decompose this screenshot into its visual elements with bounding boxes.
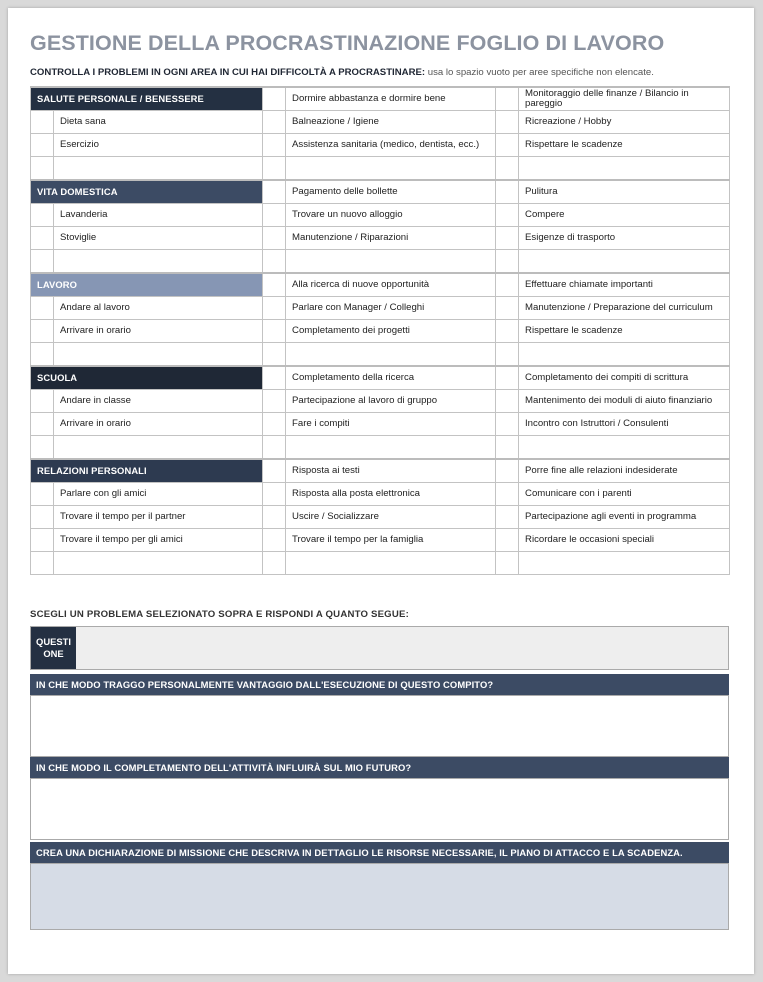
item-label: Andare al lavoro <box>54 297 263 320</box>
item-label: Partecipazione al lavoro di gruppo <box>286 390 496 413</box>
item-label: Esercizio <box>54 134 263 157</box>
checkbox-cell[interactable] <box>496 157 519 181</box>
checkbox-cell[interactable] <box>263 134 286 157</box>
item-label: Risposta alla posta elettronica <box>286 483 496 506</box>
checkbox-cell[interactable] <box>263 366 286 390</box>
item-label <box>286 343 496 367</box>
section-header-row <box>31 366 730 390</box>
checkbox-cell[interactable] <box>263 552 286 575</box>
section-header-row <box>31 87 730 111</box>
checkbox-cell[interactable] <box>496 366 519 390</box>
checkbox-cell[interactable] <box>263 250 286 274</box>
section-header-row <box>31 180 730 204</box>
checkbox-cell[interactable] <box>496 273 519 297</box>
question-2-header: IN CHE MODO IL COMPLETAMENTO DELL'ATTIVITÀ INFLUIRÀ SUL MIO FUTURO? <box>30 757 729 778</box>
item-label: Esigenze di trasporto <box>519 227 730 250</box>
item-label: Fare i compiti <box>286 413 496 436</box>
checkbox-cell[interactable] <box>31 552 54 575</box>
item-label: Ricreazione / Hobby <box>519 111 730 134</box>
table-row <box>31 227 730 250</box>
item-label <box>519 343 730 367</box>
question-2-answer-field[interactable] <box>30 778 729 840</box>
worksheet-page <box>8 8 754 974</box>
section-header-row <box>31 459 730 483</box>
checkbox-cell[interactable] <box>263 320 286 343</box>
item-label: Alla ricerca di nuove opportunità <box>286 273 496 297</box>
question-label: QUESTIONE <box>31 627 76 669</box>
checkbox-cell[interactable] <box>263 459 286 483</box>
table-row <box>31 390 730 413</box>
checkbox-cell[interactable] <box>496 204 519 227</box>
checkbox-cell[interactable] <box>263 506 286 529</box>
checkbox-cell[interactable] <box>31 436 54 460</box>
item-label: Trovare il tempo per il partner <box>54 506 263 529</box>
checkbox-cell[interactable] <box>496 320 519 343</box>
checkbox-cell[interactable] <box>31 111 54 134</box>
checkbox-cell[interactable] <box>263 111 286 134</box>
mission-statement-field[interactable] <box>30 863 729 930</box>
item-label: Trovare un nuovo alloggio <box>286 204 496 227</box>
item-label <box>54 552 263 575</box>
item-label <box>54 436 263 460</box>
item-label: Pagamento delle bollette <box>286 180 496 204</box>
table-row <box>31 552 730 575</box>
checkbox-cell[interactable] <box>31 320 54 343</box>
item-label: Trovare il tempo per gli amici <box>54 529 263 552</box>
table-row <box>31 506 730 529</box>
item-label: Effettuare chiamate importanti <box>519 273 730 297</box>
item-label: Partecipazione agli eventi in programma <box>519 506 730 529</box>
item-label: Dieta sana <box>54 111 263 134</box>
checkbox-cell[interactable] <box>496 552 519 575</box>
checkbox-cell[interactable] <box>263 436 286 460</box>
item-label: Stoviglie <box>54 227 263 250</box>
item-label: Lavanderia <box>54 204 263 227</box>
section-header: VITA DOMESTICA <box>31 180 263 204</box>
page-title: GESTIONE DELLA PROCRASTINAZIONE FOGLIO DI LAVORO <box>30 31 665 55</box>
table-row <box>31 134 730 157</box>
checkbox-cell[interactable] <box>31 390 54 413</box>
item-label: Rispettare le scadenze <box>519 134 730 157</box>
item-label <box>54 157 263 181</box>
item-label <box>286 157 496 181</box>
checkbox-cell[interactable] <box>31 204 54 227</box>
item-label: Manutenzione / Preparazione del curriculum <box>519 297 730 320</box>
table-row <box>31 204 730 227</box>
item-label: Mantenimento dei moduli di aiuto finanziario <box>519 390 730 413</box>
checkbox-cell[interactable] <box>263 390 286 413</box>
item-label <box>519 436 730 460</box>
checklist-table <box>30 86 730 575</box>
item-label: Parlare con Manager / Colleghi <box>286 297 496 320</box>
checkbox-cell[interactable] <box>263 87 286 111</box>
checkbox-cell[interactable] <box>496 459 519 483</box>
checkbox-cell[interactable] <box>496 529 519 552</box>
checkbox-cell[interactable] <box>263 529 286 552</box>
item-label: Assistenza sanitaria (medico, dentista, ecc.) <box>286 134 496 157</box>
table-row <box>31 343 730 367</box>
checkbox-cell[interactable] <box>496 227 519 250</box>
item-label: Balneazione / Igiene <box>286 111 496 134</box>
checkbox-cell[interactable] <box>31 297 54 320</box>
checkbox-cell[interactable] <box>31 157 54 181</box>
checkbox-cell[interactable] <box>31 134 54 157</box>
item-label: Compere <box>519 204 730 227</box>
item-label: Completamento della ricerca <box>286 366 496 390</box>
section-header: SALUTE PERSONALE / BENESSERE <box>31 87 263 111</box>
checkbox-cell[interactable] <box>263 297 286 320</box>
section-header: RELAZIONI PERSONALI <box>31 459 263 483</box>
instructions-bold: CONTROLLA I PROBLEMI IN OGNI AREA IN CUI HAI DIFFICOLTÀ A PROCRASTINARE: <box>30 67 426 78</box>
checkbox-cell[interactable] <box>31 483 54 506</box>
item-label: Uscire / Socializzare <box>286 506 496 529</box>
table-row <box>31 250 730 274</box>
item-label: Trovare il tempo per la famiglia <box>286 529 496 552</box>
checkbox-cell[interactable] <box>496 413 519 436</box>
item-label: Pulitura <box>519 180 730 204</box>
table-row <box>31 413 730 436</box>
item-label <box>519 157 730 181</box>
checkbox-cell[interactable] <box>496 343 519 367</box>
table-row <box>31 320 730 343</box>
item-label: Risposta ai testi <box>286 459 496 483</box>
item-label <box>286 436 496 460</box>
item-label <box>519 250 730 274</box>
checkbox-cell[interactable] <box>263 227 286 250</box>
item-label <box>286 250 496 274</box>
section-header: LAVORO <box>31 273 263 297</box>
instructions <box>30 67 654 78</box>
checkbox-cell[interactable] <box>496 87 519 111</box>
item-label <box>54 250 263 274</box>
checkbox-cell[interactable] <box>263 273 286 297</box>
checkbox-cell[interactable] <box>31 529 54 552</box>
question-field[interactable] <box>30 626 729 670</box>
item-label <box>54 343 263 367</box>
item-label: Andare in classe <box>54 390 263 413</box>
checkbox-cell[interactable] <box>31 506 54 529</box>
table-row <box>31 483 730 506</box>
checkbox-cell[interactable] <box>496 390 519 413</box>
table-row <box>31 529 730 552</box>
item-label: Ricordare le occasioni speciali <box>519 529 730 552</box>
mission-statement-header: CREA UNA DICHIARAZIONE DI MISSIONE CHE DESCRIVA IN DETTAGLIO LE RISORSE NECESSARIE, IL PIANO DI ATTACCO E LA SCADENZA. <box>30 842 729 863</box>
checkbox-cell[interactable] <box>496 134 519 157</box>
item-label: Incontro con Istruttori / Consulenti <box>519 413 730 436</box>
checkbox-cell[interactable] <box>263 413 286 436</box>
item-label: Manutenzione / Riparazioni <box>286 227 496 250</box>
checkbox-cell[interactable] <box>263 157 286 181</box>
checkbox-cell[interactable] <box>496 506 519 529</box>
item-label <box>519 552 730 575</box>
item-label: Arrivare in orario <box>54 413 263 436</box>
question-1-header: IN CHE MODO TRAGGO PERSONALMENTE VANTAGGIO DALL'ESECUZIONE DI QUESTO COMPITO? <box>30 674 729 695</box>
checkbox-cell[interactable] <box>496 111 519 134</box>
item-label: Completamento dei compiti di scrittura <box>519 366 730 390</box>
question-1-answer-field[interactable] <box>30 695 729 757</box>
table-row <box>31 436 730 460</box>
item-label: Porre fine alle relazioni indesiderate <box>519 459 730 483</box>
checkbox-cell[interactable] <box>496 436 519 460</box>
table-row <box>31 297 730 320</box>
item-label: Comunicare con i parenti <box>519 483 730 506</box>
item-label: Monitoraggio delle finanze / Bilancio in pareggio <box>519 87 730 111</box>
instructions-normal: usa lo spazio vuoto per aree specifiche non elencate. <box>425 67 654 78</box>
checkbox-cell[interactable] <box>31 343 54 367</box>
item-label: Completamento dei progetti <box>286 320 496 343</box>
checkbox-cell[interactable] <box>31 227 54 250</box>
item-label: Dormire abbastanza e dormire bene <box>286 87 496 111</box>
checkbox-cell[interactable] <box>31 413 54 436</box>
answer-section-label: SCEGLI UN PROBLEMA SELEZIONATO SOPRA E RISPONDI A QUANTO SEGUE: <box>30 609 409 620</box>
checkbox-cell[interactable] <box>31 250 54 274</box>
item-label: Parlare con gli amici <box>54 483 263 506</box>
checkbox-cell[interactable] <box>496 250 519 274</box>
checkbox-cell[interactable] <box>263 180 286 204</box>
item-label: Arrivare in orario <box>54 320 263 343</box>
table-row <box>31 111 730 134</box>
checkbox-cell[interactable] <box>496 180 519 204</box>
item-label: Rispettare le scadenze <box>519 320 730 343</box>
checkbox-cell[interactable] <box>263 483 286 506</box>
item-label <box>286 552 496 575</box>
checkbox-cell[interactable] <box>263 343 286 367</box>
checkbox-cell[interactable] <box>496 297 519 320</box>
checkbox-cell[interactable] <box>263 204 286 227</box>
section-header-row <box>31 273 730 297</box>
section-header: SCUOLA <box>31 366 263 390</box>
table-row <box>31 157 730 181</box>
checkbox-cell[interactable] <box>496 483 519 506</box>
